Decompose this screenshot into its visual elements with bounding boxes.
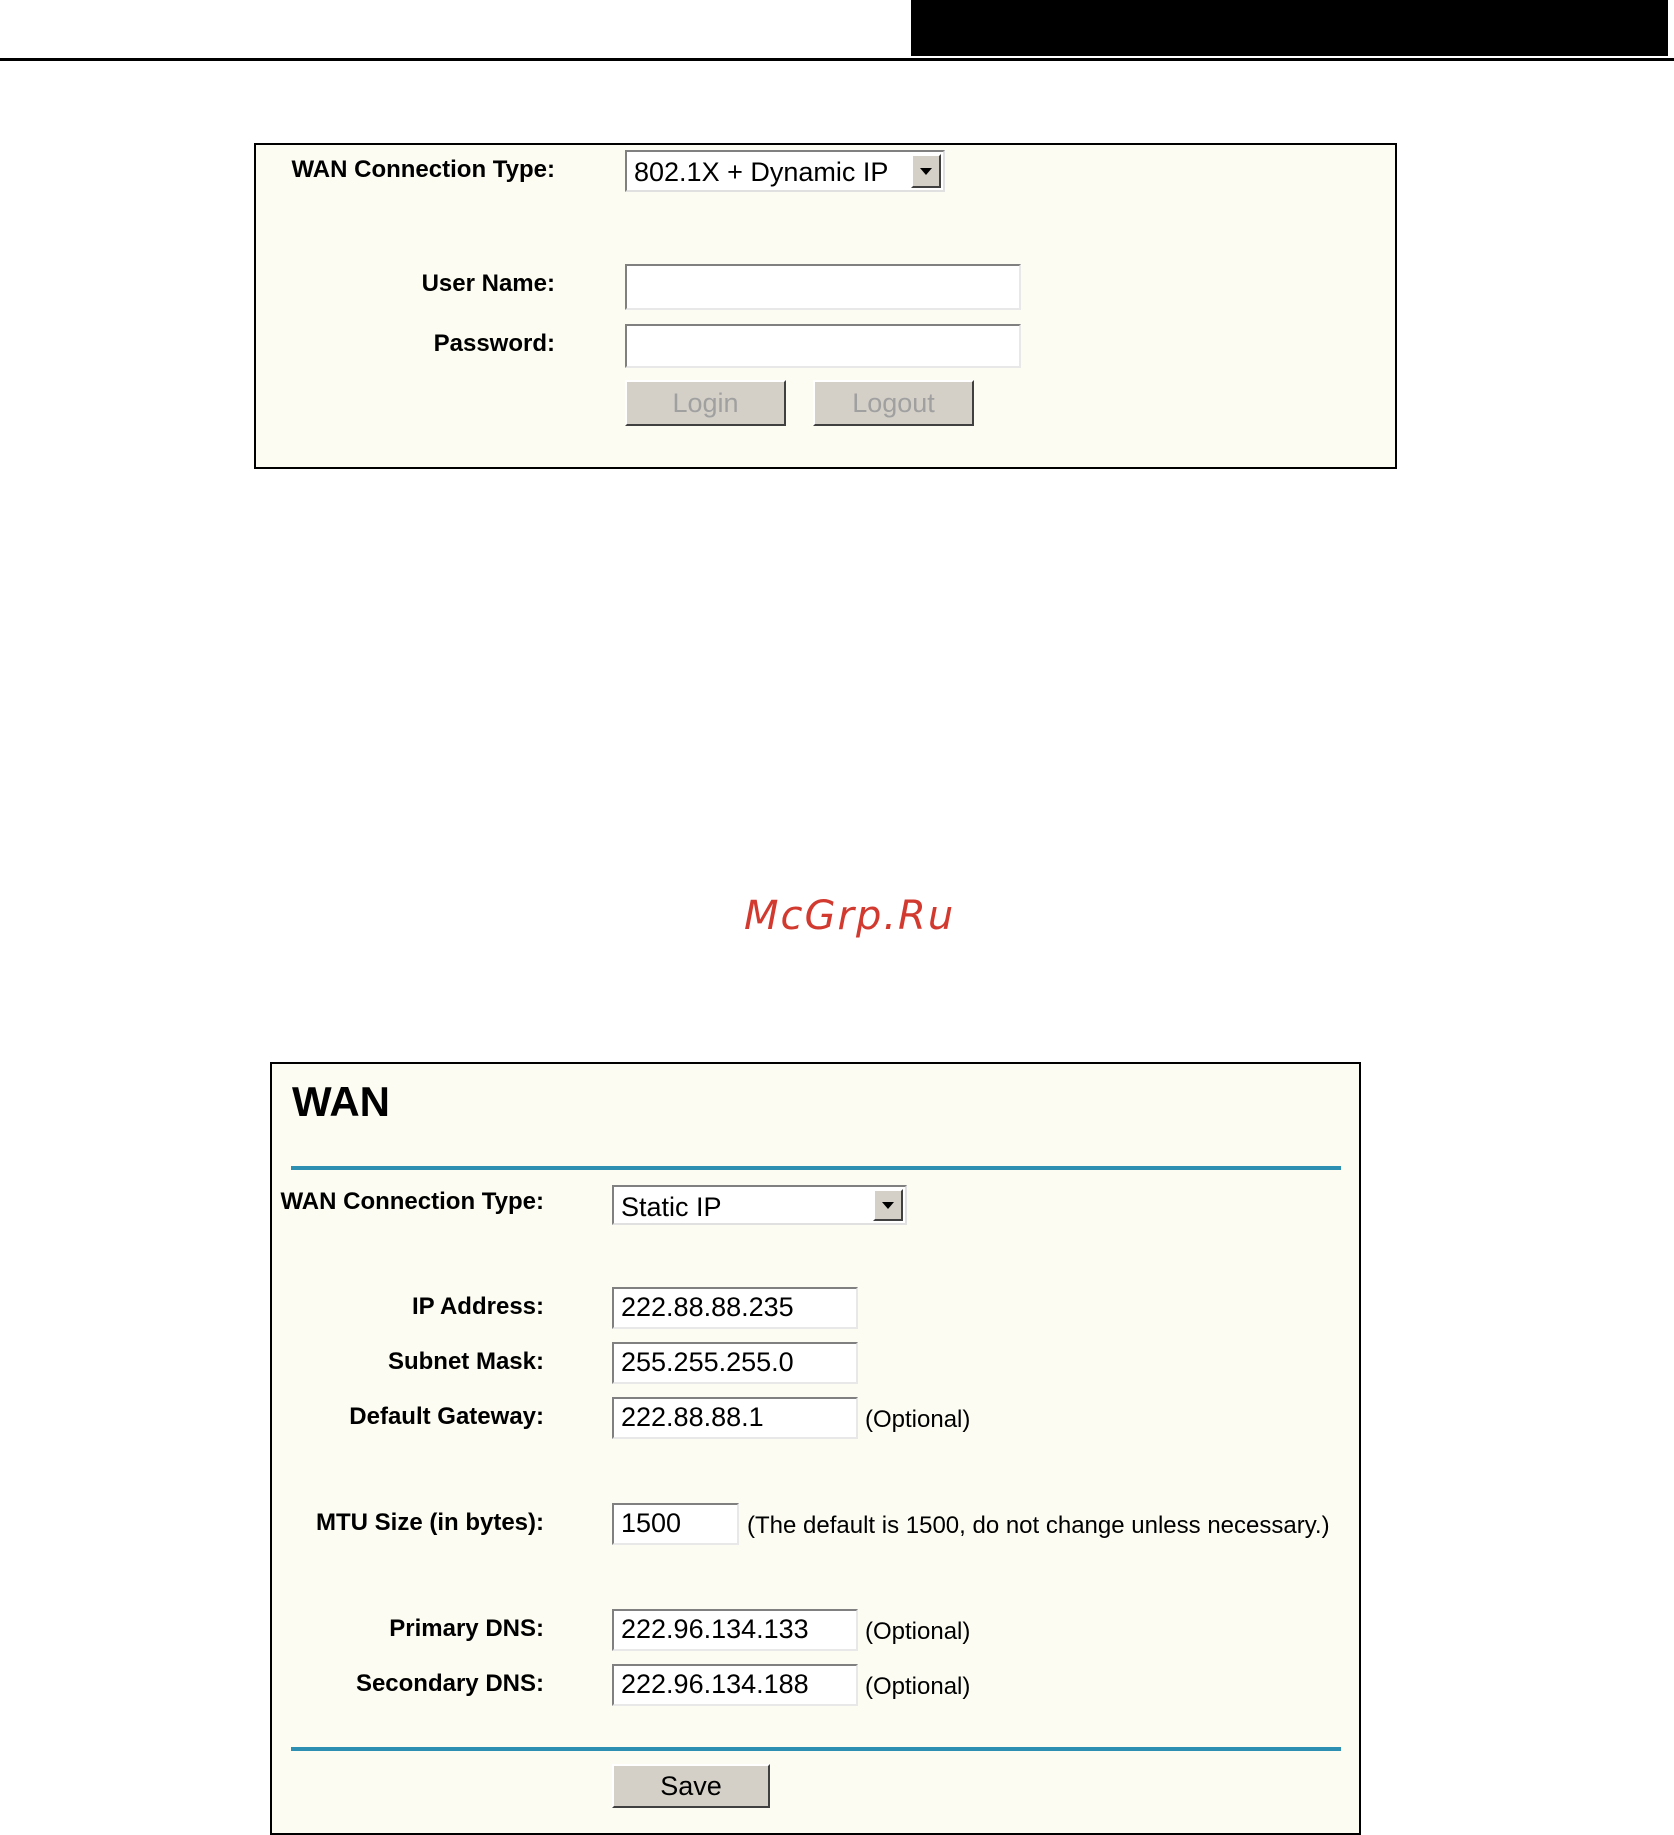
mtu-hint: (The default is 1500, do not change unless necessary.) bbox=[747, 1512, 1330, 1539]
header-black-bar bbox=[911, 0, 1668, 56]
wan-type-label: WAN Connection Type: bbox=[280, 1188, 544, 1215]
wan-type-select[interactable] bbox=[625, 150, 945, 192]
secondary-dns-optional-hint: (Optional) bbox=[865, 1673, 971, 1700]
primary-dns-input[interactable]: 222.96.134.133 bbox=[612, 1609, 858, 1651]
primary-dns-optional-hint: (Optional) bbox=[865, 1618, 971, 1645]
ip-address-label: IP Address: bbox=[411, 1293, 544, 1320]
wan-static-ip-panel bbox=[270, 1062, 1361, 1835]
gateway-optional-hint: (Optional) bbox=[865, 1406, 971, 1433]
username-label: User Name: bbox=[421, 270, 555, 297]
ip-address-input[interactable]: 222.88.88.235 bbox=[612, 1287, 858, 1329]
chevron-down-icon[interactable] bbox=[911, 154, 941, 188]
save-button[interactable]: Save bbox=[612, 1764, 770, 1808]
page-title: WAN bbox=[292, 1078, 390, 1125]
subnet-mask-label: Subnet Mask: bbox=[387, 1348, 544, 1375]
primary-dns-label: Primary DNS: bbox=[389, 1615, 544, 1642]
wan-type-label: WAN Connection Type: bbox=[291, 156, 555, 183]
password-label: Password: bbox=[433, 330, 555, 357]
mtu-size-label: MTU Size (in bytes): bbox=[315, 1509, 544, 1536]
secondary-dns-label: Secondary DNS: bbox=[355, 1670, 544, 1697]
wan-type-select[interactable] bbox=[612, 1185, 907, 1225]
secondary-dns-input[interactable]: 222.96.134.188 bbox=[612, 1664, 858, 1706]
username-input[interactable] bbox=[625, 264, 1021, 310]
wan-type-value: Static IP bbox=[621, 1192, 722, 1222]
divider-top bbox=[291, 1166, 1341, 1170]
mtu-size-input[interactable]: 1500 bbox=[612, 1503, 739, 1545]
password-input[interactable] bbox=[625, 324, 1021, 368]
wan-type-value: 802.1X + Dynamic IP bbox=[634, 157, 889, 187]
divider-bottom bbox=[291, 1747, 1341, 1751]
login-button[interactable]: Login bbox=[625, 380, 786, 426]
subnet-mask-input[interactable]: 255.255.255.0 bbox=[612, 1342, 858, 1384]
chevron-down-icon[interactable] bbox=[873, 1189, 903, 1221]
logout-button[interactable]: Logout bbox=[813, 380, 974, 426]
wan-8021x-panel bbox=[254, 143, 1397, 469]
watermark: McGrp.Ru bbox=[744, 893, 956, 939]
default-gateway-input[interactable]: 222.88.88.1 bbox=[612, 1397, 858, 1439]
header-rule bbox=[0, 58, 1674, 61]
default-gateway-label: Default Gateway: bbox=[349, 1403, 544, 1430]
